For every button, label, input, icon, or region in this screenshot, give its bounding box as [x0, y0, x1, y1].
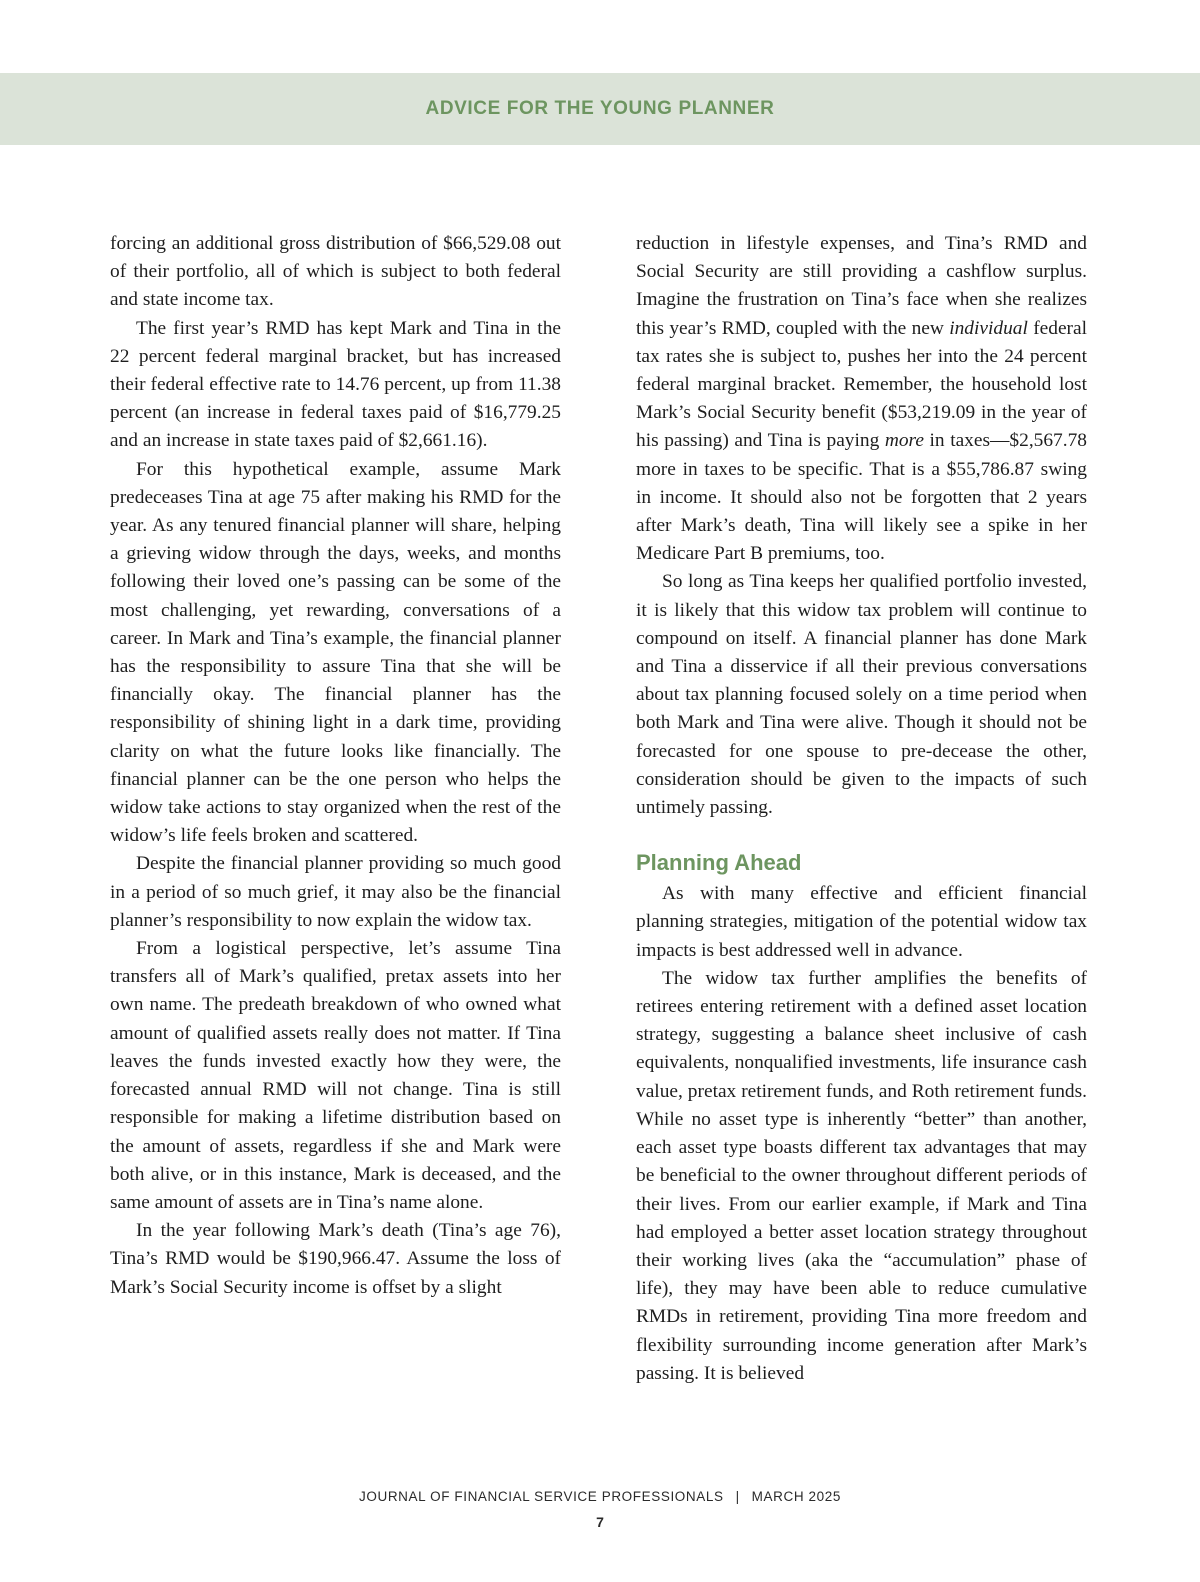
issue-date: MARCH 2025	[751, 1489, 841, 1504]
page-number: 7	[596, 1514, 604, 1530]
left-column	[110, 230, 561, 1302]
text-run: in taxes—$2,567.78 more in taxes to be specific. That is a $55,786.87 swing in income. It should also not be forgotten that 2 years after Mark’s death, Tina will likely see a spike in her Medicare Part B premiums, too.	[636, 430, 1087, 565]
paragraph: For this hypothetical example, assume Mark predeceases Tina at age 75 after making his RMD for the year. As any tenured financial planner will share, helping a grieving widow through the days, weeks, and months following their loved one’s passing can be some of the most challenging, yet rewarding, conversations of a career. In Mark and Tina’s example, the financial planner has the responsibility to assure Tina that she will be financially okay. The financial planner has the responsibility of shining light in a dark time, providing clarity on what the future looks like financially. The financial planner can be the one person who helps the widow take actions to stay organized when the rest of the widow’s life feels broken and scattered.	[110, 458, 561, 847]
paragraph: In the year following Mark’s death (Tina’s age 76), Tina’s RMD would be $190,966.47. Assume the loss of Mark’s Social Security income is offset by a slight	[110, 1220, 561, 1298]
paragraph: forcing an additional gross distribution of $66,529.08 out of their portfolio, all of which is subject to both federal and state income tax.	[110, 233, 561, 311]
paragraph: From a logistical perspective, let’s assume Tina transfers all of Mark’s qualified, pretax assets into her own name. The predeath breakdown of who owned what amount of qualified assets really does not matter. If Tina leaves the funds invested exactly how they were, the forecasted annual RMD will not change. Tina is still responsible for making a lifetime distribution based on the amount of assets, regardless if she and Mark were both alive, or in this instance, Mark is deceased, and the same amount of assets are in Tina’s name alone.	[110, 938, 561, 1213]
paragraph: As with many effective and efficient financial planning strategies, mitigation of the potential widow tax impacts is best addressed well in advance.	[636, 883, 1087, 961]
right-column	[636, 230, 1087, 1388]
paragraph	[636, 230, 1087, 568]
footer-separator: |	[735, 1489, 740, 1504]
paragraph: The first year’s RMD has kept Mark and Tina in the 22 percent federal marginal bracket, but has increased their federal effective rate to 14.76 percent, up from 11.38 percent (an increase in federal taxes paid of $16,779.25 and an increase in state taxes paid of $2,661.16).	[110, 317, 561, 452]
paragraph: So long as Tina keeps her qualified portfolio invested, it is likely that this widow tax problem will continue to compound on itself. A financial planner has done Mark and Tina a disservice if all their previous conversations about tax planning focused solely on a time period when both Mark and Tina were alive. Though it should not be forecasted for one spouse to pre-decease the other, consideration should be given to the impacts of such untimely passing.	[636, 571, 1087, 819]
emphasis-text: more	[884, 430, 924, 452]
paragraph: The widow tax further amplifies the benefits of retirees entering retirement with a defined asset location strategy, suggesting a balance sheet inclusive of cash equivalents, nonqualified investments, life insurance cash value, pretax retirement funds, and Roth retirement funds. While no asset type is inherently “better” than another, each asset type boasts different tax advantages that may be beneficial to the owner throughout different periods of their lives. From our earlier example, if Mark and Tina had employed a better asset location strategy throughout their working lives (aka the “accumulation” phase of life), they may have been able to reduce cumulative RMDs in retirement, providing Tina more freedom and flexibility surrounding income generation after Mark’s passing. It is believed	[636, 967, 1087, 1384]
section-title: ADVICE FOR THE YOUNG PLANNER	[425, 98, 775, 119]
text-run: federal tax rates she is subject to, pushes her into the 24 percent federal marginal bracket. Remember, the household lost Mark’s Social Security benefit ($53,219.09 in the year of his passing) and Tina is paying	[636, 317, 1088, 452]
paragraph: Despite the financial planner providing so much good in a period of so much grief, it may also be the financial planner’s responsibility to now explain the widow tax.	[110, 853, 561, 931]
section-heading: Planning Ahead	[636, 850, 802, 876]
section-banner	[0, 73, 1200, 145]
page-footer	[0, 1489, 1200, 1504]
text-run: reduction in lifestyle expenses, and Tina’s RMD and Social Security are still providing a cashflow surplus. Imagine the frustration on Tina’s face when she realizes this year’s RMD, coupled with the new	[636, 233, 1087, 339]
emphasis-text: individual	[949, 317, 1028, 339]
journal-name: JOURNAL OF FINANCIAL SERVICE PROFESSIONALS	[359, 1489, 724, 1504]
